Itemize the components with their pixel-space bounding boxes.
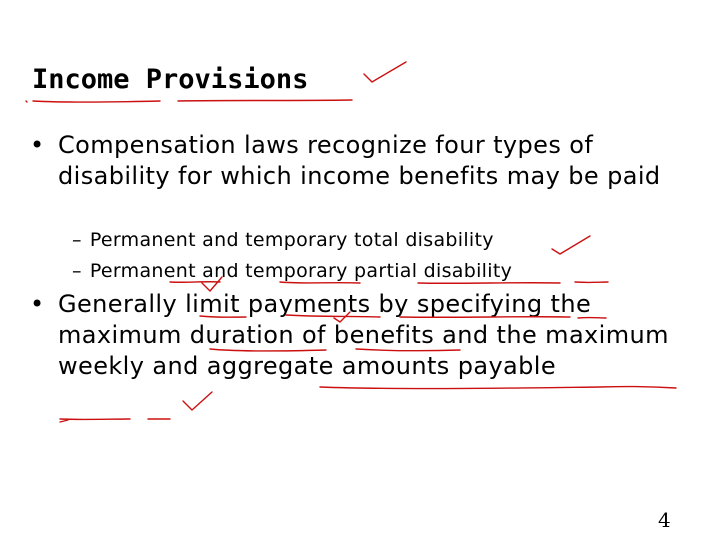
slide-title: Income Provisions xyxy=(32,64,309,95)
sub-bullet-check-mark xyxy=(552,236,590,254)
bullet-underline xyxy=(320,387,676,389)
bullet-item xyxy=(30,130,670,192)
bullet-text: Generally limit payments by specifying the maximum duration of benefits and the maximum weekly and aggregate amounts payable xyxy=(58,290,669,380)
sub-bullet-marker: – xyxy=(72,260,82,282)
sub-bullet-marker: – xyxy=(72,229,82,251)
bullet-item xyxy=(30,289,670,382)
page-number: 4 xyxy=(658,508,671,532)
stray-dot xyxy=(26,101,27,102)
bullet-underline xyxy=(60,420,68,422)
title-underline xyxy=(33,100,352,102)
bullet-text: Compensation laws recognize four types of disability for which income benefits may be paid xyxy=(58,131,661,190)
sub-bullet-item xyxy=(72,225,494,255)
title-check-mark xyxy=(364,62,406,82)
sub-bullet-text: Permanent and temporary total disability xyxy=(89,229,494,251)
sub-bullet-text: Permanent and temporary partial disability xyxy=(89,260,513,282)
bullet-marker: • xyxy=(30,290,45,318)
bullet-marker: • xyxy=(30,131,45,159)
bullet-check-mark xyxy=(183,392,212,410)
sub-bullet-item xyxy=(72,256,512,286)
